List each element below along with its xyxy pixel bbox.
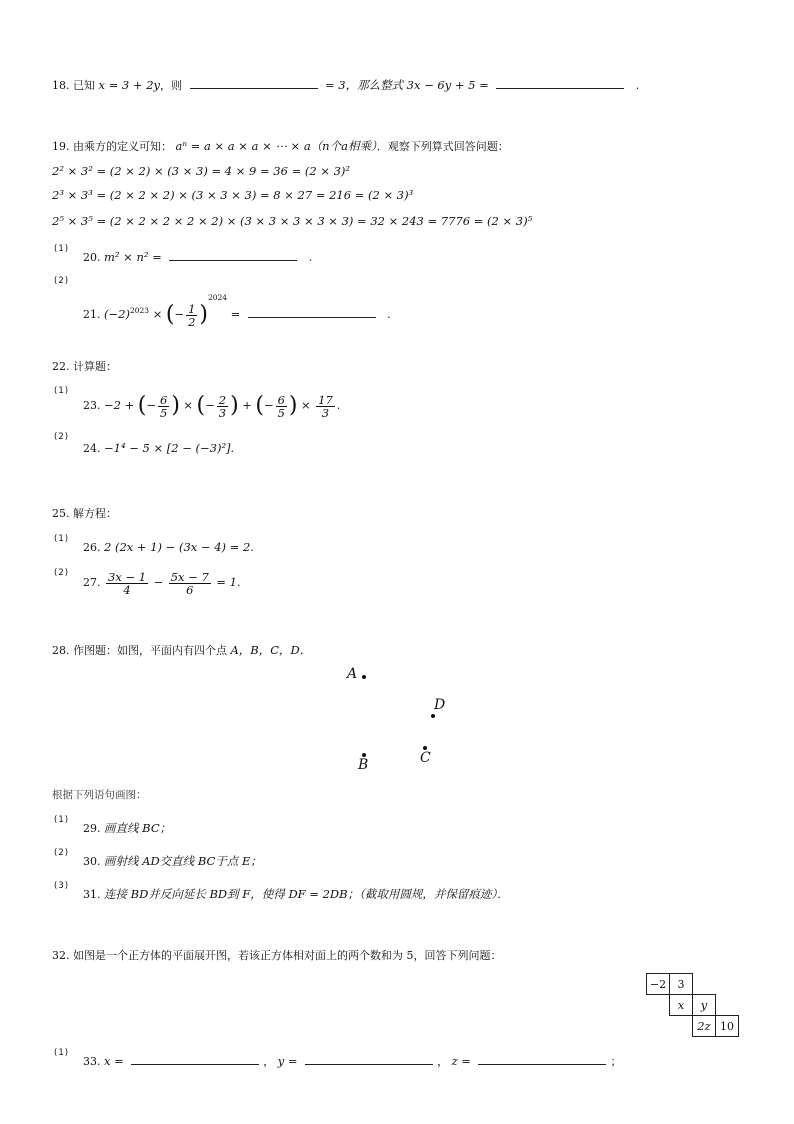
q33-line: 33. x = ， y = ， z = ； — [83, 1054, 622, 1068]
q25-title: 25. 解方程： — [52, 507, 117, 520]
point-a-label: A — [347, 666, 358, 682]
sub-index: (1) — [54, 244, 70, 254]
q21-line: 21. $(-2)^{2023}$ × (− $\frac{1}{2}$ )$^{2024}$ = . — [83, 293, 391, 329]
answer-blank[interactable] — [190, 78, 318, 89]
net-cell: −2 — [647, 974, 670, 995]
q27-line: 27. $\frac{3x - 1}{4}$ − $\frac{5x - 7}{6}$ = 1. — [83, 569, 241, 597]
q24-line: 24. −1⁴ − 5 × [2 − (−3)²]. — [83, 441, 235, 455]
q18-line: 18. 已知 x = 3 + 2y，则 = 3，那么整式 3x − 6y + 5 = . — [52, 78, 640, 92]
answer-blank[interactable] — [169, 250, 297, 261]
point-b-label: B — [358, 757, 369, 773]
sub-index: (2) — [54, 432, 70, 442]
q19-line-1: 2² × 3² = (2 × 2) × (3 × 3) = 4 × 9 = 36 = (2 × 3)² — [52, 164, 351, 178]
answer-blank[interactable] — [496, 78, 624, 89]
q22-title: 22. 计算题： — [52, 360, 117, 373]
answer-blank-y[interactable] — [305, 1054, 433, 1065]
answer-blank[interactable] — [248, 307, 376, 318]
answer-blank-z[interactable] — [478, 1054, 606, 1065]
point-c-label: C — [420, 750, 431, 766]
q30-line: 30. 画射线 AD交直线 BC于点 E； — [83, 854, 262, 868]
net-cell: y — [693, 995, 716, 1016]
sub-index: (3) — [54, 881, 70, 891]
sub-index: (2) — [54, 568, 70, 578]
point-d-label: D — [434, 697, 446, 713]
q19-line-3: 2⁵ × 3⁵ = (2 × 2 × 2 × 2 × 2) × (3 × 3 × 3 × 3 × 3) = 32 × 243 = 7776 = (2 × 3)⁵ — [52, 214, 533, 228]
q20-line: 20. m² × n² = . — [83, 250, 313, 264]
sub-index: (1) — [54, 534, 70, 544]
q19-line-2: 2³ × 3³ = (2 × 2 × 2) × (3 × 3 × 3) = 8 × 27 = 216 = (2 × 3)³ — [52, 188, 414, 202]
q28-title: 28. 作图题：如图，平面内有四个点 A，B，C，D． — [52, 643, 312, 657]
cube-net — [646, 973, 739, 1037]
q26-line: 26. 2 (2x + 1) − (3x − 4) = 2. — [83, 540, 254, 554]
q19-intro: 19. 由乘方的定义可知： aⁿ = a × a × a × ⋯ × a（n个a相乘）．观察下列算式回答问题： — [52, 139, 509, 153]
point-d — [431, 714, 435, 718]
point-a — [362, 675, 366, 679]
q23-line: 23. −2 + (− $\frac{6}{5}$ ) × (− $\frac{2}{3}$ ) + (− $\frac{6}{5}$ ) × $\frac{17}{3}$ . — [83, 392, 341, 420]
answer-blank-x[interactable] — [131, 1054, 259, 1065]
net-cell: 3 — [670, 974, 693, 995]
sub-index: (1) — [54, 386, 70, 396]
net-cell: 10 — [716, 1016, 739, 1037]
net-cell: 2z — [693, 1016, 716, 1037]
sub-index: (2) — [54, 848, 70, 858]
net-cell: x — [670, 995, 693, 1016]
q31-line: 31. 连接 BD并反向延长 BD到 F，使得 DF = 2DB；（截取用圆规，并保留痕迹）． — [83, 887, 509, 901]
sub-index: (2) — [54, 276, 70, 286]
q29-line: 29. 画直线 BC； — [83, 821, 172, 835]
sub-index: (1) — [54, 1048, 70, 1058]
question-number: 18. — [52, 79, 70, 92]
q32-title: 32. 如图是一个正方体的平面展开图，若该正方体相对面上的两个数和为 5，回答下列问题： — [52, 949, 502, 962]
draw-instructions: 根据下列语句画图： — [52, 789, 147, 801]
sub-index: (1) — [54, 815, 70, 825]
